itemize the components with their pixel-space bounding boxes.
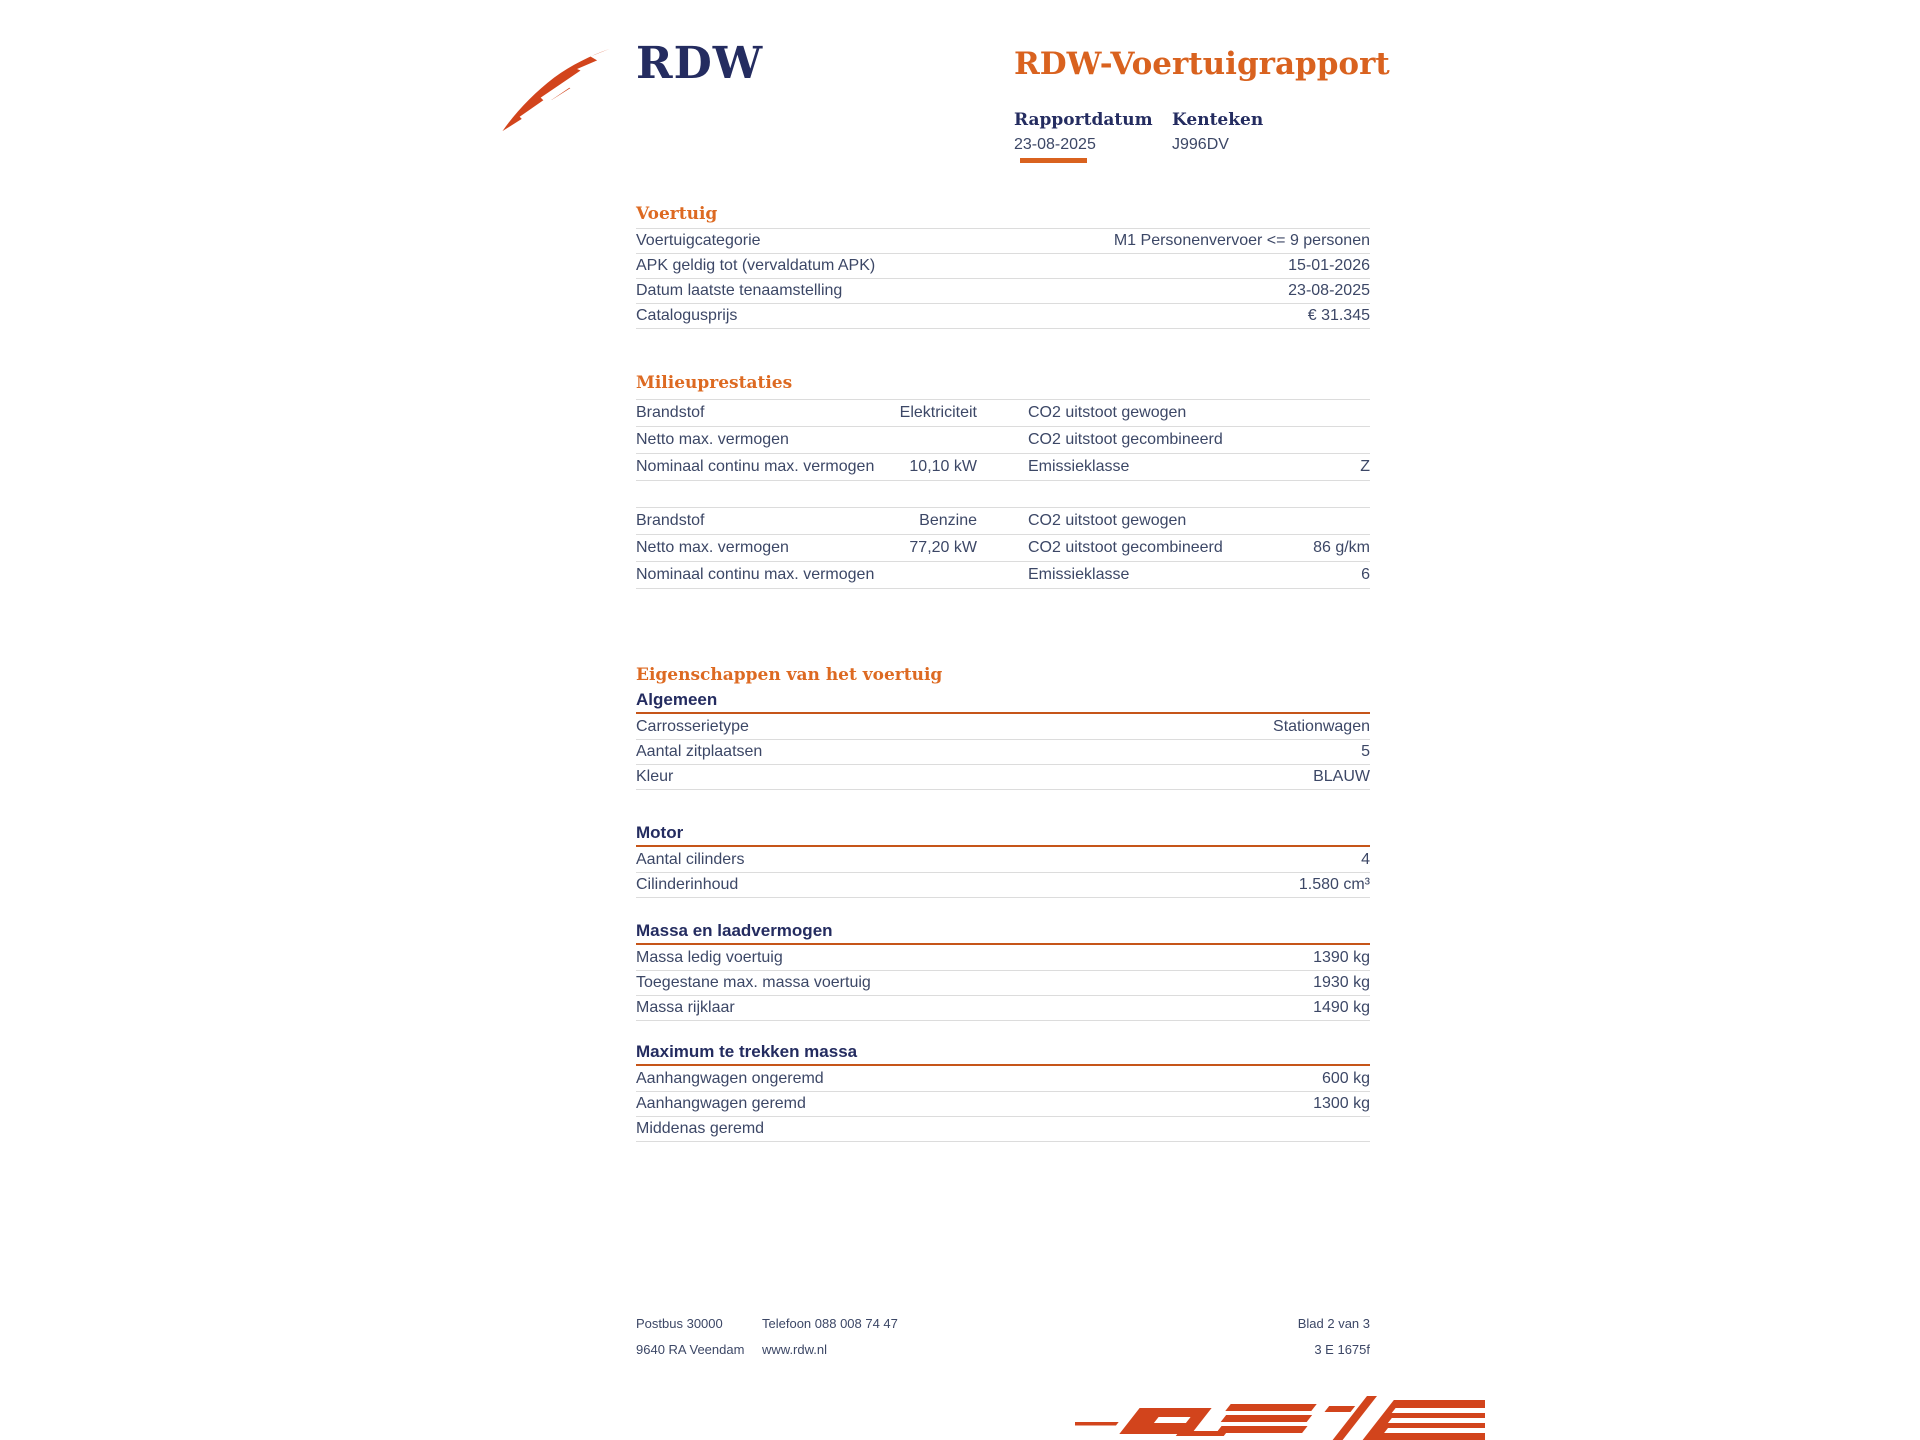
row-value: 600 kg — [1321, 1069, 1370, 1087]
row-value: 10,10 kW — [909, 458, 977, 475]
row-label: Emissieklasse — [1028, 458, 1130, 475]
table-row — [636, 534, 1370, 561]
row-value: € 31.345 — [1307, 307, 1370, 324]
row-label: Aanhangwagen geremd — [636, 1095, 806, 1112]
table-row — [636, 995, 1370, 1020]
row-value: M1 Personenvervoer <= 9 personen — [1113, 232, 1370, 249]
footer-line — [636, 1342, 1370, 1357]
rdw-feather-icon — [496, 46, 616, 134]
table-row — [636, 1066, 1370, 1091]
row-value: 1300 kg — [1313, 1095, 1370, 1112]
footer-address: Postbus 30000 — [636, 1316, 723, 1331]
meta-kenteken — [1172, 110, 1330, 154]
meta-value: J996DV — [1172, 136, 1229, 153]
subsection-heading: Maximum te trekken massa — [636, 1043, 1370, 1066]
table-row — [636, 872, 1370, 897]
row-label: Kleur — [636, 768, 674, 785]
table-row — [636, 1116, 1370, 1141]
table-row — [636, 764, 1370, 789]
row-value: 1.580 cm³ — [1298, 876, 1370, 893]
table-row — [636, 453, 1370, 480]
row-label: Aanhangwagen ongeremd — [636, 1069, 824, 1087]
row-label: CO2 uitstoot gewogen — [1028, 404, 1187, 421]
row-value: 6 — [1361, 566, 1370, 583]
meta-label: Kenteken — [1172, 110, 1264, 130]
massa-table — [636, 945, 1370, 1021]
footer-line — [636, 1316, 1370, 1331]
row-value: 4 — [1361, 850, 1370, 868]
milieu-block-elektriciteit — [636, 399, 1370, 481]
section-heading-milieuprestaties: Milieuprestaties — [636, 373, 793, 393]
table-row — [636, 303, 1370, 328]
meta-rapportdatum — [1014, 110, 1172, 154]
row-label: CO2 uitstoot gewogen — [1028, 512, 1187, 529]
group-motor — [636, 824, 1370, 898]
table-row — [636, 847, 1370, 872]
subsection-heading: Algemeen — [636, 691, 1370, 714]
footer-document-code: 3 E 1675f — [1314, 1342, 1370, 1357]
row-label: Aantal cilinders — [636, 850, 745, 868]
page-footer — [636, 1316, 1370, 1368]
row-label: Nominaal continu max. vermogen — [636, 566, 875, 583]
row-value: 86 g/km — [1313, 539, 1370, 556]
report-meta — [1014, 110, 1330, 154]
row-label: CO2 uitstoot gecombineerd — [1028, 431, 1223, 448]
row-label: Netto max. vermogen — [636, 431, 789, 448]
section-heading-eigenschappen: Eigenschappen van het voertuig — [636, 665, 943, 685]
row-value: Benzine — [919, 512, 977, 529]
row-label: Massa ledig voertuig — [636, 948, 783, 966]
table-row — [636, 399, 1370, 426]
row-label: Emissieklasse — [1028, 566, 1130, 583]
row-value: 1490 kg — [1313, 999, 1370, 1016]
row-value: 1390 kg — [1313, 948, 1370, 966]
rdw-wing-graphic-icon — [1075, 1396, 1485, 1440]
row-value: 23-08-2025 — [1288, 282, 1370, 299]
row-label: Middenas geremd — [636, 1120, 765, 1137]
logo-wordmark: RDW — [636, 38, 764, 89]
footer-address: 9640 RA Veendam — [636, 1342, 745, 1357]
group-algemeen — [636, 691, 1370, 790]
row-label: Catalogusprijs — [636, 307, 738, 324]
row-value: 77,20 kW — [909, 539, 977, 556]
rdw-logo — [496, 38, 764, 134]
row-label: Massa rijklaar — [636, 999, 735, 1016]
algemeen-table — [636, 714, 1370, 790]
row-value: Stationwagen — [1273, 717, 1370, 735]
row-label: Voertuigcategorie — [636, 232, 761, 249]
meta-value: 23-08-2025 — [1014, 136, 1096, 153]
report-content — [636, 204, 1370, 1142]
row-label: Brandstof — [636, 404, 705, 421]
footer-contact: Telefoon 088 008 74 47 — [762, 1316, 898, 1331]
row-value: BLAUW — [1313, 768, 1370, 785]
row-label: Aantal zitplaatsen — [636, 743, 763, 760]
row-label: Netto max. vermogen — [636, 539, 789, 556]
row-label: Cilinderinhoud — [636, 876, 739, 893]
report-title: RDW-Voertuigrapport — [1014, 46, 1390, 82]
group-trekken — [636, 1043, 1370, 1142]
table-row — [636, 1091, 1370, 1116]
table-row — [636, 278, 1370, 303]
subsection-heading: Massa en laadvermogen — [636, 922, 1370, 945]
table-row — [636, 739, 1370, 764]
header-accent-bar — [1020, 158, 1087, 163]
table-row — [636, 945, 1370, 970]
row-label: APK geldig tot (vervaldatum APK) — [636, 257, 876, 274]
trekken-table — [636, 1066, 1370, 1142]
row-value: 15-01-2026 — [1288, 257, 1370, 274]
footer-page-number: Blad 2 van 3 — [1297, 1316, 1370, 1331]
row-label: Brandstof — [636, 512, 705, 529]
row-label: Datum laatste tenaamstelling — [636, 282, 843, 299]
voertuig-table — [636, 228, 1370, 329]
row-label: Carrosserietype — [636, 717, 749, 735]
subsection-heading: Motor — [636, 824, 1370, 847]
table-row — [636, 426, 1370, 453]
table-row — [636, 970, 1370, 995]
table-row — [636, 561, 1370, 588]
section-heading-voertuig: Voertuig — [636, 204, 718, 224]
milieu-block-benzine — [636, 507, 1370, 589]
motor-table — [636, 847, 1370, 898]
row-value: 1930 kg — [1313, 974, 1370, 991]
row-label: Nominaal continu max. vermogen — [636, 458, 875, 475]
table-row — [636, 253, 1370, 278]
table-row — [636, 714, 1370, 739]
group-massa — [636, 922, 1370, 1021]
table-row — [636, 228, 1370, 253]
row-value: 5 — [1361, 743, 1370, 760]
row-label: Toegestane max. massa voertuig — [636, 974, 871, 991]
row-value: Elektriciteit — [899, 404, 977, 421]
table-row — [636, 507, 1370, 534]
row-label: CO2 uitstoot gecombineerd — [1028, 539, 1223, 556]
row-value: Z — [1360, 458, 1370, 475]
meta-label: Rapportdatum — [1014, 110, 1153, 130]
footer-website: www.rdw.nl — [762, 1342, 828, 1357]
